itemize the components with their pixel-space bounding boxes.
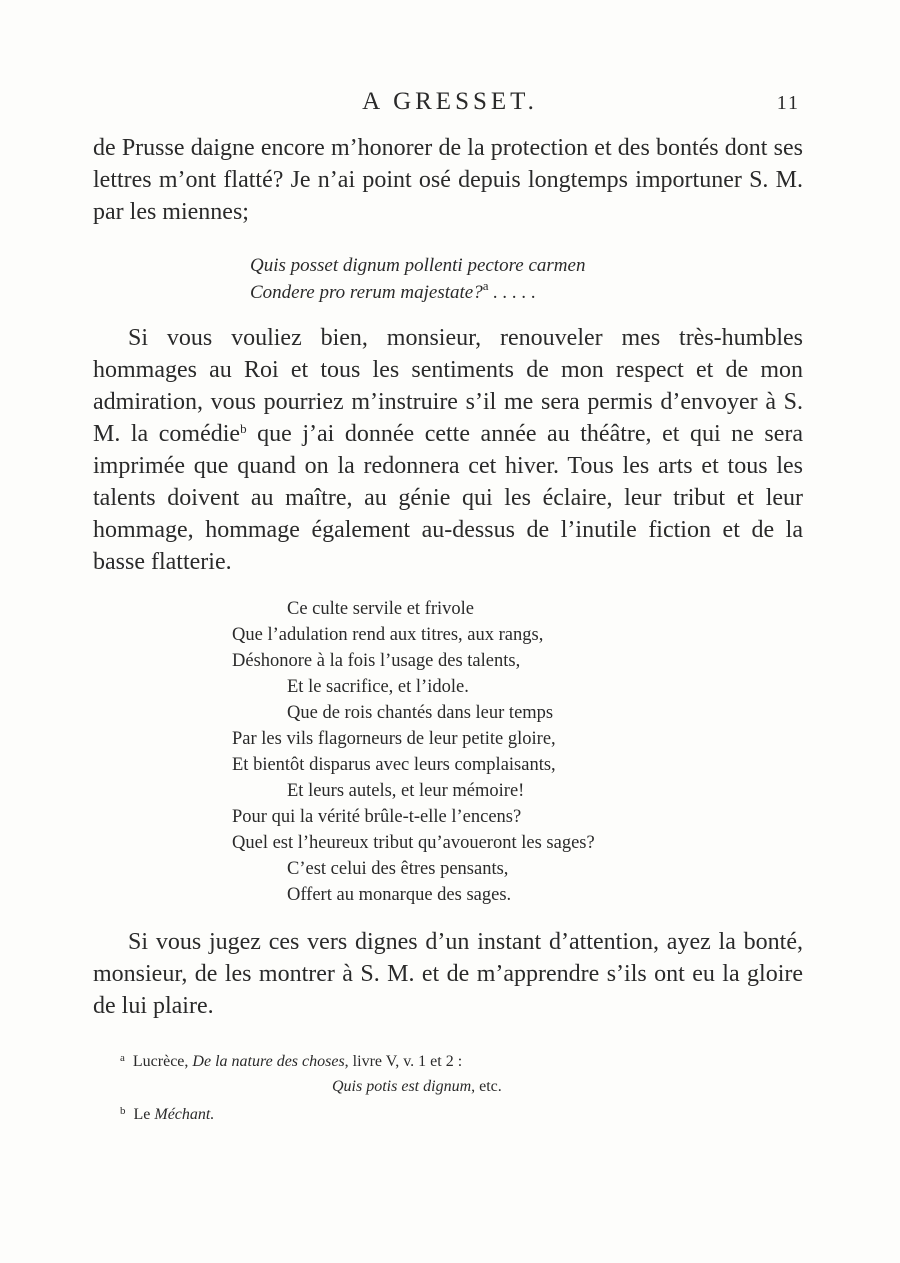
latin-line-2 [250, 279, 585, 306]
poem-line: Offert au monarque des sages. [287, 885, 512, 905]
paragraph-2-text-a: Si vous vouliez bien, monsieur, renouveler mes très-humbles hommages au Roi et tous les sentiments de mon respect et de mon admiration, vous pourriez m’instruire s’il me sera permis d’envoyer à S. M. la comédie [93, 325, 803, 447]
footnote-ref-b[interactable]: b [240, 421, 247, 436]
paragraph-3: Si vous jugez ces vers dignes d’un instant d’attention, ayez la bonté, monsieur, de les montrer à S. M. et de m’apprendre s’ils ont eu la gloire de lui plaire. [93, 929, 803, 1019]
footnote-a-quote: Quis potis est dignum [332, 1078, 472, 1095]
poem-line: Déshonore à la fois l’usage des talents, [232, 651, 521, 671]
latin-line-1: Quis posset dignum pollenti pectore carmen [250, 255, 586, 276]
poem-line: Et bientôt disparus avec leurs complaisants, [232, 755, 556, 775]
footnote-a [120, 1046, 502, 1074]
footnote-a-mark: a [120, 1052, 125, 1064]
running-head [0, 88, 900, 122]
poem-line: Pour qui la vérité brûle-t-elle l’encens? [232, 807, 522, 827]
running-title: A GRESSET. [362, 88, 538, 115]
poem-line: Quel est l’heureux tribut qu’avoueront les sages? [232, 833, 595, 853]
footnote-a-quote-line [120, 1074, 502, 1099]
poem-line: C’est celui des êtres pensants, [287, 859, 509, 879]
latin-quotation [250, 252, 585, 306]
footnote-ref-a[interactable]: a [482, 278, 489, 293]
poem-line: Et le sacrifice, et l’idole. [287, 677, 469, 697]
footnote-b [120, 1099, 502, 1127]
latin-line-2-ellipsis: . . . . . [488, 282, 537, 303]
paragraph-2 [93, 322, 803, 578]
footnote-b-mark: b [120, 1105, 126, 1117]
poem-line: Par les vils flagorneurs de leur petite gloire, [232, 729, 556, 749]
poem-line: Que l’adulation rend aux titres, aux rangs, [232, 625, 544, 645]
paragraph-2-text-b: que j’ai donnée cette année au théâtre, et qui ne sera imprimée que quand on la redonnera cet hiver. Tous les arts et tous les talents doivent au maître, au génie qui les éclaire, leur tribut et leur hommage, hommage également au-dessus de l’inutile fiction et de la basse flatterie. [93, 421, 804, 575]
footnote-b-work: Méchant. [154, 1106, 215, 1123]
footnote-a-author: Lucrèce, [132, 1053, 193, 1070]
footnote-a-ref: , livre V, v. 1 et 2 : [344, 1053, 463, 1070]
footnote-a-quote-trail: , etc. [471, 1078, 502, 1095]
footnote-b-prefix: Le [133, 1106, 155, 1123]
page-number: 11 [776, 92, 800, 114]
poem [232, 596, 595, 908]
poem-line: Que de rois chantés dans leur temps [287, 703, 554, 723]
poem-line: Et leurs autels, et leur mémoire! [287, 781, 525, 801]
poem-line: Ce culte servile et frivole [287, 599, 474, 619]
footnotes [120, 1046, 502, 1127]
latin-line-2-text: Condere pro rerum majestate? [250, 282, 483, 303]
paragraph-1: de Prusse daigne encore m’honorer de la protection et des bontés dont ses lettres m’ont flatté? Je n’ai point osé depuis longtemps importuner S. M. par les miennes; [93, 135, 803, 225]
footnote-a-work: De la nature des choses [192, 1053, 345, 1070]
